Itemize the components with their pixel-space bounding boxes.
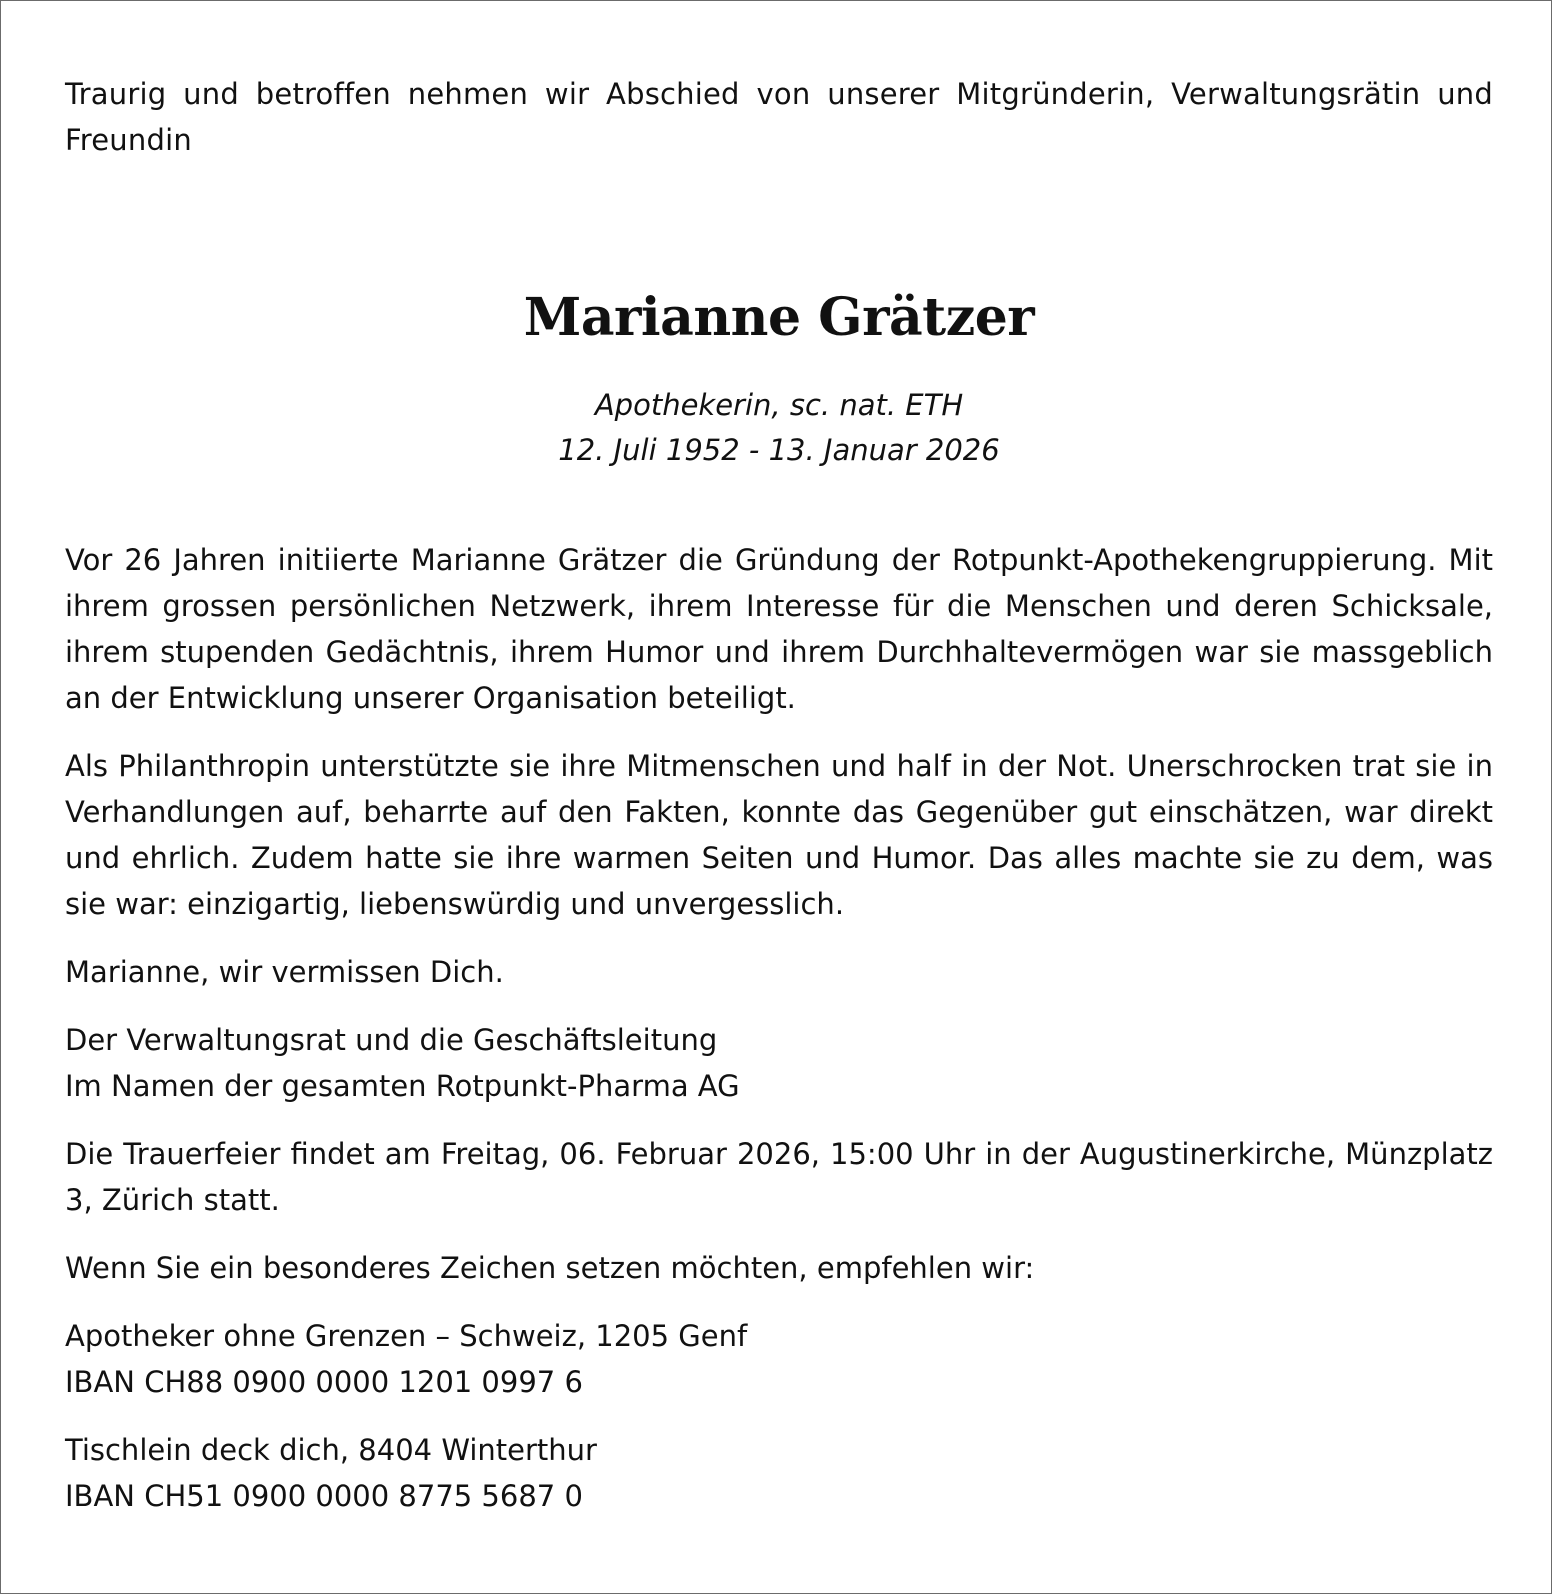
donation-organization: Tischlein deck dich, 8404 Winterthur xyxy=(65,1433,597,1467)
profession: Apothekerin, sc. nat. ETH xyxy=(594,388,964,422)
signature-line-2: Im Namen der gesamten Rotpunkt-Pharma AG xyxy=(65,1069,740,1103)
donation-iban: IBAN CH51 0900 0000 8775 5687 0 xyxy=(65,1479,583,1513)
donation-intro: Wenn Sie ein besonderes Zeichen setzen möchten, empfehlen wir: xyxy=(65,1251,1035,1285)
subtitle-block xyxy=(65,383,1493,473)
ceremony-text: Die Trauerfeier findet am Freitag, 06. Februar 2026, 15:00 Uhr in der Augustinerkirche, Münzplatz 3, Zürich statt. xyxy=(65,1137,1493,1217)
donation-iban: IBAN CH88 0900 0000 1201 0997 6 xyxy=(65,1365,583,1399)
deceased-name: Marianne Grätzer xyxy=(523,287,1035,348)
obituary-content xyxy=(65,71,1493,1541)
donation-organization: Apotheker ohne Grenzen – Schweiz, 1205 Genf xyxy=(65,1319,748,1353)
intro-text: Traurig und betroffen nehmen wir Abschied von unserer Mitgründerin, Verwaltungsrätin und Freundin xyxy=(65,77,1493,157)
paragraph-founding: Vor 26 Jahren initiierte Marianne Grätzer die Gründung der Rotpunkt-Apothekengruppierung. Mit ihrem grossen persönlichen Netzwerk, ihrem Interesse für die Menschen und deren Schicksale, ihrem stupenden Gedächtnis, ihrem Humor und ihrem Durchhaltevermögen war sie massgeblich an der Entwicklung unserer Organisation beteiligt. xyxy=(65,543,1493,715)
paragraph-character: Als Philanthropin unterstützte sie ihre Mitmenschen und half in der Not. Unerschrocken trat sie in Verhandlungen auf, beharrte auf den Fakten, konnte das Gegenüber gut einschätzen, war direkt und ehrlich. Zudem hatte sie ihre warmen Seiten und Humor. Das alles machte sie zu dem, was sie war: einzigartig, liebenswürdig und unvergesslich. xyxy=(65,749,1493,921)
life-dates: 12. Juli 1952 - 13. Januar 2026 xyxy=(558,433,1000,467)
donation-item xyxy=(65,1427,1493,1519)
obituary-body xyxy=(65,537,1493,1519)
donation-item xyxy=(65,1313,1493,1405)
farewell-text: Marianne, wir vermissen Dich. xyxy=(65,955,504,989)
signature-block xyxy=(65,1017,1493,1109)
signature-line-1: Der Verwaltungsrat und die Geschäftsleitung xyxy=(65,1023,718,1057)
